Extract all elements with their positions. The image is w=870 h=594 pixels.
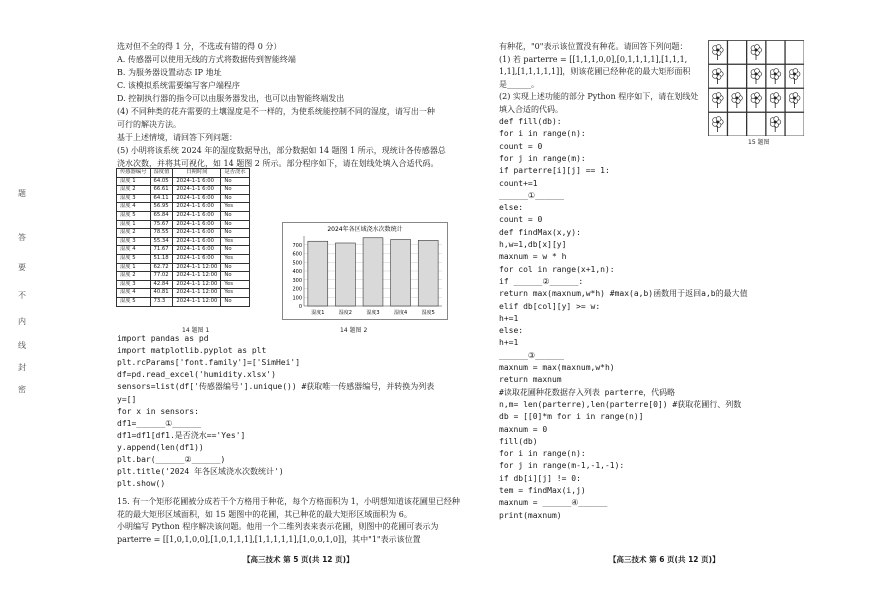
table-cell: 2024-1-1 6:00 <box>173 211 221 220</box>
table-cell: 2024-1-1 6:00 <box>173 186 221 195</box>
table-row <box>117 229 250 238</box>
table-cell: 66.61 <box>150 186 173 195</box>
x-tick-label: 湿度1 <box>311 310 325 316</box>
code-line: for i in range(n): <box>499 449 586 459</box>
y-tick-label: 700 <box>292 242 302 249</box>
bar <box>363 238 383 306</box>
code-line: plt.show() <box>117 479 166 489</box>
table-cell: 2024-1-1 12:00 <box>173 280 221 289</box>
text-line: (5) 小明将该系统 2024 年的湿度数据导出，部分数据如 14 题图 1 所示，现统计各传感器总 <box>117 146 446 155</box>
table-cell: 42.84 <box>150 280 173 289</box>
table-row <box>117 289 250 298</box>
y-tick-label: 200 <box>292 286 302 293</box>
table-cell: 56.95 <box>150 203 173 212</box>
code-line: tem = findMax(i,j) <box>499 486 586 495</box>
table-cell: No <box>221 186 249 195</box>
code-line: ______③______ <box>499 350 564 360</box>
table-cell: 湿度 1 <box>117 177 151 186</box>
bar <box>308 241 328 306</box>
gutter-char: 封 <box>18 363 26 372</box>
x-tick-label: 湿度3 <box>366 310 380 316</box>
table-cell: 2024-1-1 12:00 <box>173 272 221 281</box>
gutter-char: 题 <box>18 189 26 198</box>
table-cell: 湿度 2 <box>117 229 151 238</box>
table-cell: No <box>221 194 249 203</box>
table-header-cell: 是否浇水 <box>221 169 249 178</box>
code-line: y=[] <box>117 394 137 404</box>
code-line: maxnum = 0 <box>499 424 548 434</box>
y-tick-label: 500 <box>292 260 302 267</box>
text-line: 填入合适的代码。 <box>499 104 563 114</box>
table-header-cell: 传感器编号 <box>117 169 151 178</box>
gutter-char: 答 <box>18 233 26 242</box>
x-tick-label: 湿度2 <box>338 310 352 316</box>
table-cell: No <box>221 246 249 255</box>
code-line: df1=______①______ <box>117 418 202 428</box>
table-cell: 湿度 2 <box>117 186 151 195</box>
code-line: #读取花圃种花数据存入列表 parterre，代码略 <box>499 387 676 397</box>
code-line: if ______②______: <box>499 276 584 286</box>
table-cell: 2024-1-1 6:00 <box>173 220 221 229</box>
table-cell: 2024-1-1 6:00 <box>173 177 221 186</box>
code-line: for i in range(n): <box>499 129 586 139</box>
code-line: h,w=1,db[x][y] <box>499 240 567 249</box>
grid-cell <box>766 41 785 65</box>
grid-cell <box>728 41 747 65</box>
code-line: df1=df1[df1.是否浇水=='Yes'] <box>117 430 246 440</box>
y-tick-label: 0 <box>298 304 302 310</box>
code-line: else: <box>499 326 524 336</box>
code-line: else: <box>499 203 524 213</box>
footer-left: 【高三技术 第 5 页(共 12 页)】 <box>243 555 354 564</box>
table-cell: 77.02 <box>150 272 173 281</box>
table-cell: 55.34 <box>150 237 173 246</box>
text-line: C. 该模拟系统需要编写客户端程序 <box>117 81 240 90</box>
text-line: 1,1],[1,1,1,1,1]]，则该花圃已经种花的最大矩形面积 <box>499 67 691 76</box>
text-line: 有种花，"0"表示该位置没有种花。请回答下列问题： <box>499 42 688 51</box>
code-line: count = 0 <box>499 215 543 225</box>
table-cell: 51.18 <box>150 254 173 263</box>
code-line: import pandas as pd <box>117 334 209 343</box>
y-tick-label: 400 <box>292 269 302 275</box>
code-line: ______①______ <box>499 190 564 200</box>
table-cell: 湿度 1 <box>117 220 151 229</box>
table-row <box>117 263 250 272</box>
text-line: 选对但不全的得 1 分，不选或有错的得 0 分） <box>117 42 282 51</box>
code-line: n,m= len(parterre),len(parterre[0]) #获取花圃行、列数 <box>499 399 742 409</box>
code-line: count+=1 <box>499 178 538 188</box>
table-cell: 2024-1-1 6:00 <box>173 254 221 263</box>
code-line: db = [[0]*m for i in range(n)] <box>499 412 644 422</box>
table-cell: 40.81 <box>150 289 173 298</box>
table-row <box>117 246 250 255</box>
table-cell: 湿度 2 <box>117 272 151 281</box>
gutter-char: 线 <box>18 341 26 350</box>
table-cell: 2024-1-1 12:00 <box>173 297 221 306</box>
text-line: 15. 有一个矩形花圃被分成若干个方格用于种花，每个方格面积为 1，小明想知道该花圃里已经种 <box>117 497 460 506</box>
x-tick-label: 湿度4 <box>394 310 408 316</box>
text-line: 浇水次数，并将其可视化，如 14 题图 2 所示。部分程序如下，请在划线处填入合适代码。 <box>117 159 439 168</box>
flower-grid <box>708 40 804 136</box>
gutter-char: 不 <box>18 291 26 300</box>
code-line: print(maxnum) <box>499 510 562 520</box>
text-line: (4) 不同种类的花卉需要的土壤湿度是不一样的，为使系统能控制不同的湿度，请写出一种 <box>117 107 435 116</box>
table-header-cell: 湿度值 <box>150 169 173 178</box>
table-cell: No <box>221 263 249 272</box>
table-header-row <box>117 169 250 178</box>
table-cell: 湿度 5 <box>117 211 151 220</box>
gutter-char: 密 <box>18 385 26 394</box>
table-cell: 2024-1-1 12:00 <box>173 289 221 298</box>
y-tick-label: 100 <box>292 295 302 302</box>
bar-chart <box>282 222 448 320</box>
table-caption: 14 题图 1 <box>182 327 210 334</box>
humidity-table <box>116 168 250 307</box>
code-line: y.append(len(df1)) <box>117 442 204 452</box>
table-cell: No <box>221 220 249 229</box>
code-line: import matplotlib.pyplot as plt <box>117 346 267 356</box>
table-row <box>117 272 250 281</box>
code-line: df=pd.read_excel('humidity.xlsx') <box>117 370 276 380</box>
code-line: def findMax(x,y): <box>499 227 581 237</box>
text-line: B. 为服务器设置动态 IP 地址 <box>117 68 222 77</box>
text-line: 花的最大矩形区域面积，如 15 题图中的花圃，其已种花的最大矩形区域面积为 6。 <box>117 509 412 519</box>
table-cell: 64.05 <box>150 177 173 186</box>
code-line: h+=1 <box>499 338 519 348</box>
text-line: A. 传感器可以使用无线的方式将数据传到智能终端 <box>117 55 296 64</box>
table-cell: 湿度 1 <box>117 263 151 272</box>
table-cell: 湿度 3 <box>117 194 151 203</box>
code-line: count = 0 <box>499 141 543 151</box>
grid-cell <box>785 113 804 137</box>
table-row <box>117 177 250 186</box>
table-cell: Yes <box>221 203 249 212</box>
gutter-char: 内 <box>18 317 26 326</box>
text-line: 是______。 <box>499 79 539 89</box>
text-line: parterre = [[1,0,1,0,0],[1,0,1,1,1],[1,1,1,1,1],[1,0,0,1,0]]，其中"1"表示该位置 <box>117 534 421 544</box>
table-cell: 62.72 <box>150 263 173 272</box>
bar <box>391 240 411 307</box>
table-cell: 2024-1-1 6:00 <box>173 203 221 212</box>
table-cell: No <box>221 297 249 306</box>
table-cell: 2024-1-1 6:00 <box>173 229 221 238</box>
code-line: plt.bar(______②______) <box>117 455 226 464</box>
text-line: 基于上述情境，请回答下列问题： <box>117 133 237 142</box>
code-line: maxnum = ______④______ <box>499 498 608 508</box>
code-line: if parterre[i][j] == 1: <box>499 166 610 176</box>
text-line: 小明编写 Python 程序解决该问题。他用一个二维列表来表示花圃，则图中的花圃可表示为 <box>117 522 439 531</box>
code-line: h+=1 <box>499 313 519 323</box>
table-cell: 湿度 5 <box>117 297 151 306</box>
table-cell: 64.11 <box>150 194 173 203</box>
table-row <box>117 211 250 220</box>
table-row <box>117 237 250 246</box>
code-line: for col in range(x+1,n): <box>499 264 615 274</box>
x-tick-label: 湿度5 <box>421 310 435 316</box>
table-cell: Yes <box>221 289 249 298</box>
footer-right: 【高三技术 第 6 页(共 12 页)】 <box>609 555 720 564</box>
code-line: sensors=list(df['传感器编号'].unique()) #获取唯一传感器编号，并转换为列表 <box>117 382 435 392</box>
y-tick-label: 300 <box>292 277 302 284</box>
table-cell: 湿度 3 <box>117 280 151 289</box>
table-row <box>117 297 250 306</box>
code-line: for x in sensors: <box>117 406 199 416</box>
table-cell: No <box>221 229 249 238</box>
code-line: maxnum = w * h <box>499 252 567 262</box>
chart-title: 2024年各区域浇水次数统计 <box>327 226 403 233</box>
text-line: D. 控制执行器的指令可以由服务器发出，也可以由智能终端发出 <box>117 94 345 103</box>
table-cell: Yes <box>221 254 249 263</box>
gutter-char: 要 <box>18 263 26 272</box>
table-cell: No <box>221 272 249 281</box>
table-cell: No <box>221 177 249 186</box>
text-line: 可行的解决方法。 <box>117 120 181 129</box>
table-cell: 湿度 5 <box>117 254 151 263</box>
bar <box>335 243 355 306</box>
table-body <box>117 177 250 306</box>
table-cell: 湿度 4 <box>117 289 151 298</box>
table-cell: No <box>221 211 249 220</box>
code-line: def fill(db): <box>499 117 562 126</box>
table-row <box>117 194 250 203</box>
bar <box>418 240 438 306</box>
code-line: fill(db) <box>499 436 538 446</box>
code-line: return max(maxnum,w*h) #max(a,b)函数用于返回a,b的最大值 <box>499 289 748 299</box>
text-line: (2) 实现上述功能的部分 Python 程序如下，请在划线处 <box>499 92 699 101</box>
y-tick-label: 600 <box>292 251 302 258</box>
table-cell: 湿度 4 <box>117 203 151 212</box>
grid-caption: 15 题图 <box>748 139 770 146</box>
table-cell: 65.84 <box>150 211 173 220</box>
table-cell: 2024-1-1 6:00 <box>173 237 221 246</box>
grid-cell <box>728 113 747 137</box>
table-cell: 湿度 3 <box>117 237 151 246</box>
code-line: elif db[col][y] >= w: <box>499 301 601 311</box>
table-cell: 71.67 <box>150 246 173 255</box>
table-row <box>117 203 250 212</box>
code-line: plt.rcParams['font.family']=['SimHei'] <box>117 358 301 368</box>
code-line: return maxnum <box>499 375 562 385</box>
code-line: maxnum = max(maxnum,w*h) <box>499 363 615 372</box>
code-line: plt.title('2024 年各区域浇水次数统计') <box>117 467 284 477</box>
grid-cell <box>785 41 804 65</box>
table-cell: 75.67 <box>150 220 173 229</box>
table-header-cell: 日期时间 <box>173 169 221 178</box>
table-cell: Yes <box>221 237 249 246</box>
table-cell: 2024-1-1 12:00 <box>173 263 221 272</box>
table-row <box>117 254 250 263</box>
code-line: for j in range(m-1,-1,-1): <box>499 461 625 471</box>
grid-cell <box>728 65 747 89</box>
table-row <box>117 280 250 289</box>
table-row <box>117 220 250 229</box>
table-cell: 2024-1-1 6:00 <box>173 194 221 203</box>
table-cell: 湿度 4 <box>117 246 151 255</box>
code-line: if db[i][j] != 0: <box>499 473 581 483</box>
table-row <box>117 186 250 195</box>
code-line: for j in range(m): <box>499 153 586 163</box>
chart-caption: 14 题图 2 <box>340 327 368 334</box>
table-cell: 2024-1-1 6:00 <box>173 246 221 255</box>
table-cell: 73.3 <box>150 297 173 306</box>
table-cell: Yes <box>221 280 249 289</box>
grid-cell <box>747 113 766 137</box>
text-line: (1) 若 parterre = [[1,1,1,0,0],[0,1,1,1,1],[1,1,1, <box>499 54 688 64</box>
table-cell: 78.55 <box>150 229 173 238</box>
